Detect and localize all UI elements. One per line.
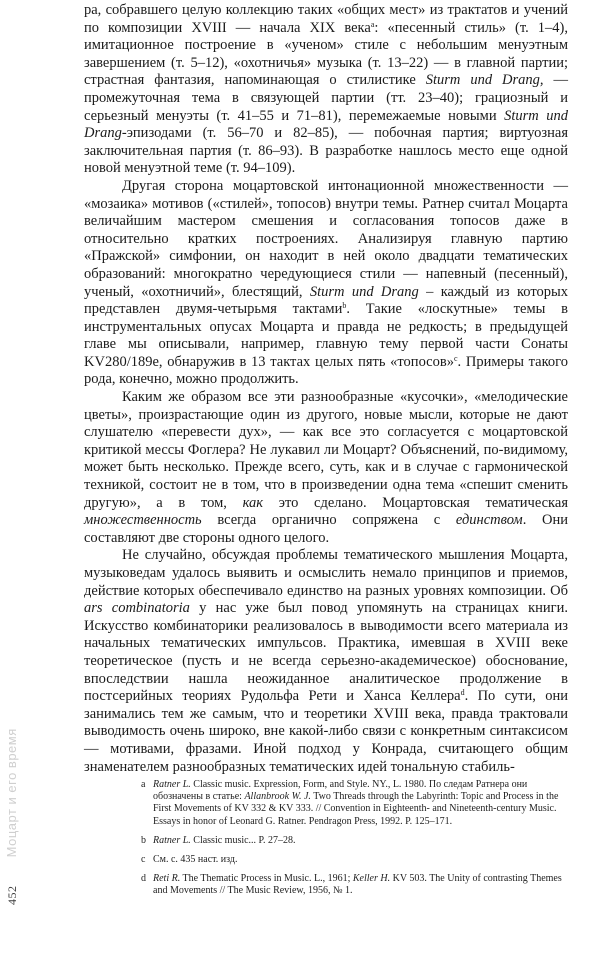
page-margin <box>4 706 20 905</box>
running-title: Моцарт и его время <box>4 728 19 858</box>
text-run: См. с. 435 наст. изд. <box>153 854 238 866</box>
text-run: : «песенный стиль» (т. 1–4), имитационное построение в «ученом» стиле с небольшим менуэтным завершением (т. 5–12), «охотничья» музыка (т. 13–22) — в главной партии; страстная фантазия, напоминающая о стилистике <box>84 19 568 89</box>
text-run: как <box>242 494 264 511</box>
paragraph-2 <box>84 178 568 389</box>
main-text <box>84 2 568 776</box>
page-number: 452 <box>5 885 19 905</box>
footnote-text <box>153 779 558 827</box>
footnote-mark: d <box>141 873 146 885</box>
footnote-ref: a <box>370 19 375 29</box>
text-run: ars combinatoria <box>84 600 190 617</box>
text-run: Другая сторона моцартовской интонационной множественности — «мозаика» мотивов («стилей», топосов) внутри темы. Ратнер считал Моцарта величайшим мастером смешения и согласования топосов даже в относительно кратких построениях. Анализируя главную партию «Пражской» симфонии, он находит в ней около двадцати тематических образований: многократно чередующиеся стили — напевный (песенный), ученый, «охотничий», блестящий, <box>84 177 568 300</box>
footnote-ref: d <box>460 688 465 698</box>
text-run: у нас уже был повод упомянуть на страницах книги. Искусство комбинаторики реализовалось в выводимости всего материала из начальных тематических импульсов. Практика, имевшая в XVIII веке теоретическое (пусть и не всегда серьезно-академическое) обоснование, впоследствии нашла неожиданное аналитическое продолжение в постсерийных теориях Рудольфа Рети и Ханса Келлера <box>84 600 568 705</box>
text-run: Two Threads through the Labyrinth: Topic and Process in the First Movements of KV 332 & KV 333. // Convention in Eighteenth- and Nineteenth-century Music. Essays in honor of Leonard G. Ratner. Pendragon Press, 1992. P. 125–171. <box>153 791 559 827</box>
text-run: Classic music. Expression, Form, and Style. NY., L. 1980. По следам Ратнера они обозначены в статье: <box>153 779 528 803</box>
text-run: . Такие «лоскутные» темы в инструментальных опусах Моцарта и правда не редкость; в предыдущей главе мы описывали, например, главную тему первой части Сонаты KV280/189e, обнаружив в 13 тактах целых пять «топосов» <box>84 301 568 370</box>
footnote-b <box>141 834 571 847</box>
footnote-mark: b <box>141 834 146 846</box>
text-run: . Примеры такого рода, конечно, можно продолжить. <box>84 353 568 388</box>
footnote-text <box>153 873 562 896</box>
footnote-ref: b <box>342 301 347 311</box>
paragraph-1 <box>84 2 568 178</box>
text-run: Не случайно, обсуждая проблемы тематического мышления Моцарта, музыковедам удалось выявить и осмыслить немало принципов и приемов, действие которых обеспечивало единство на разных уровнях композиции. Об <box>84 547 568 599</box>
text-run: The Thematic Process in Music. L., 1961; <box>180 873 353 885</box>
text-run: это сделано. Моцартовская тематическая <box>263 494 568 511</box>
text-run: Classic music... P. 27–28. <box>190 834 296 846</box>
footnote-text <box>153 835 296 846</box>
text-run: -эпизодами (т. 56–70 и 82–85), — побочная партия; виртуозная заключительная партия (т. 86–93). В разработке нашлось место еще одной новой менуэтной теме (т. 94–109). <box>84 125 568 177</box>
paragraph-3 <box>84 389 568 547</box>
text-run: Keller H. <box>352 873 391 885</box>
text-run: — промежуточная тема в связующей партии (тт. 23–40); грациозный и серьезный менуэты (т. 41–55 и 71–81), перемежаемые новыми <box>84 72 569 124</box>
footnote-d <box>141 873 571 897</box>
text-run: Каким же образом все эти разнообразные «кусочки», «мелодические цветы», произрастающие один из другого, новые мысли, которые не дают слушателю «перевести дух», — как все это согласуется с моцартовской критикой мессы Фоглера? Не лукавил ли Моцарт? Объяснений, по-видимому, может быть несколько. Прежде всего, суть, как и в случае с гармонической техникой, состоит не в том, что в произведении одна тема «спешит сменить другую», а в том, <box>84 389 568 511</box>
text-run: . По сути, они занимались тем же самым, что и теоретики XVIII века, правда трактовали выводимость очень широко, вне какой-либо связи с конкретным синтаксисом — мотивами, фразами. Иной подход у Конрада, считающего общим знаменателем разнообразных тематических идей тональную стабиль- <box>84 688 568 775</box>
text-run: Ratner L. <box>153 834 191 846</box>
text-run: Allanbrook W. J. <box>244 791 311 803</box>
text-run: ра, собравшего целую коллекцию таких «общих мест» из трактатов и учений по композиции XVIII — начала XIX века <box>84 2 568 36</box>
footnote-mark: a <box>141 779 146 790</box>
text-run: Sturm und Drang <box>84 107 568 142</box>
footnote-c <box>141 854 571 866</box>
text-run: всегда органично сопряжена с <box>201 512 456 529</box>
footnotes <box>141 779 571 905</box>
text-run: множественность <box>84 512 202 529</box>
footnote-ref: c <box>453 353 458 363</box>
text-run: . Они составляют две стороны одного целого. <box>84 512 568 546</box>
text-run: Ratner L. <box>153 779 191 790</box>
footnote-text <box>153 854 238 865</box>
text-run: Sturm und Drang, <box>425 72 544 89</box>
text-run: единством <box>455 512 523 529</box>
footnote-a <box>141 779 571 828</box>
text-run: Reti R. <box>153 873 181 885</box>
text-run: KV 503. The Unity of contrasting Themes and Movements // The Music Review, 1956, № 1. <box>153 873 562 897</box>
text-run: Sturm und Drang <box>309 283 419 300</box>
footnote-mark: c <box>141 854 146 866</box>
paragraph-4 <box>84 547 568 776</box>
text-run: – каждый из которых представлен двумя-четырьмя тактами <box>84 283 568 318</box>
